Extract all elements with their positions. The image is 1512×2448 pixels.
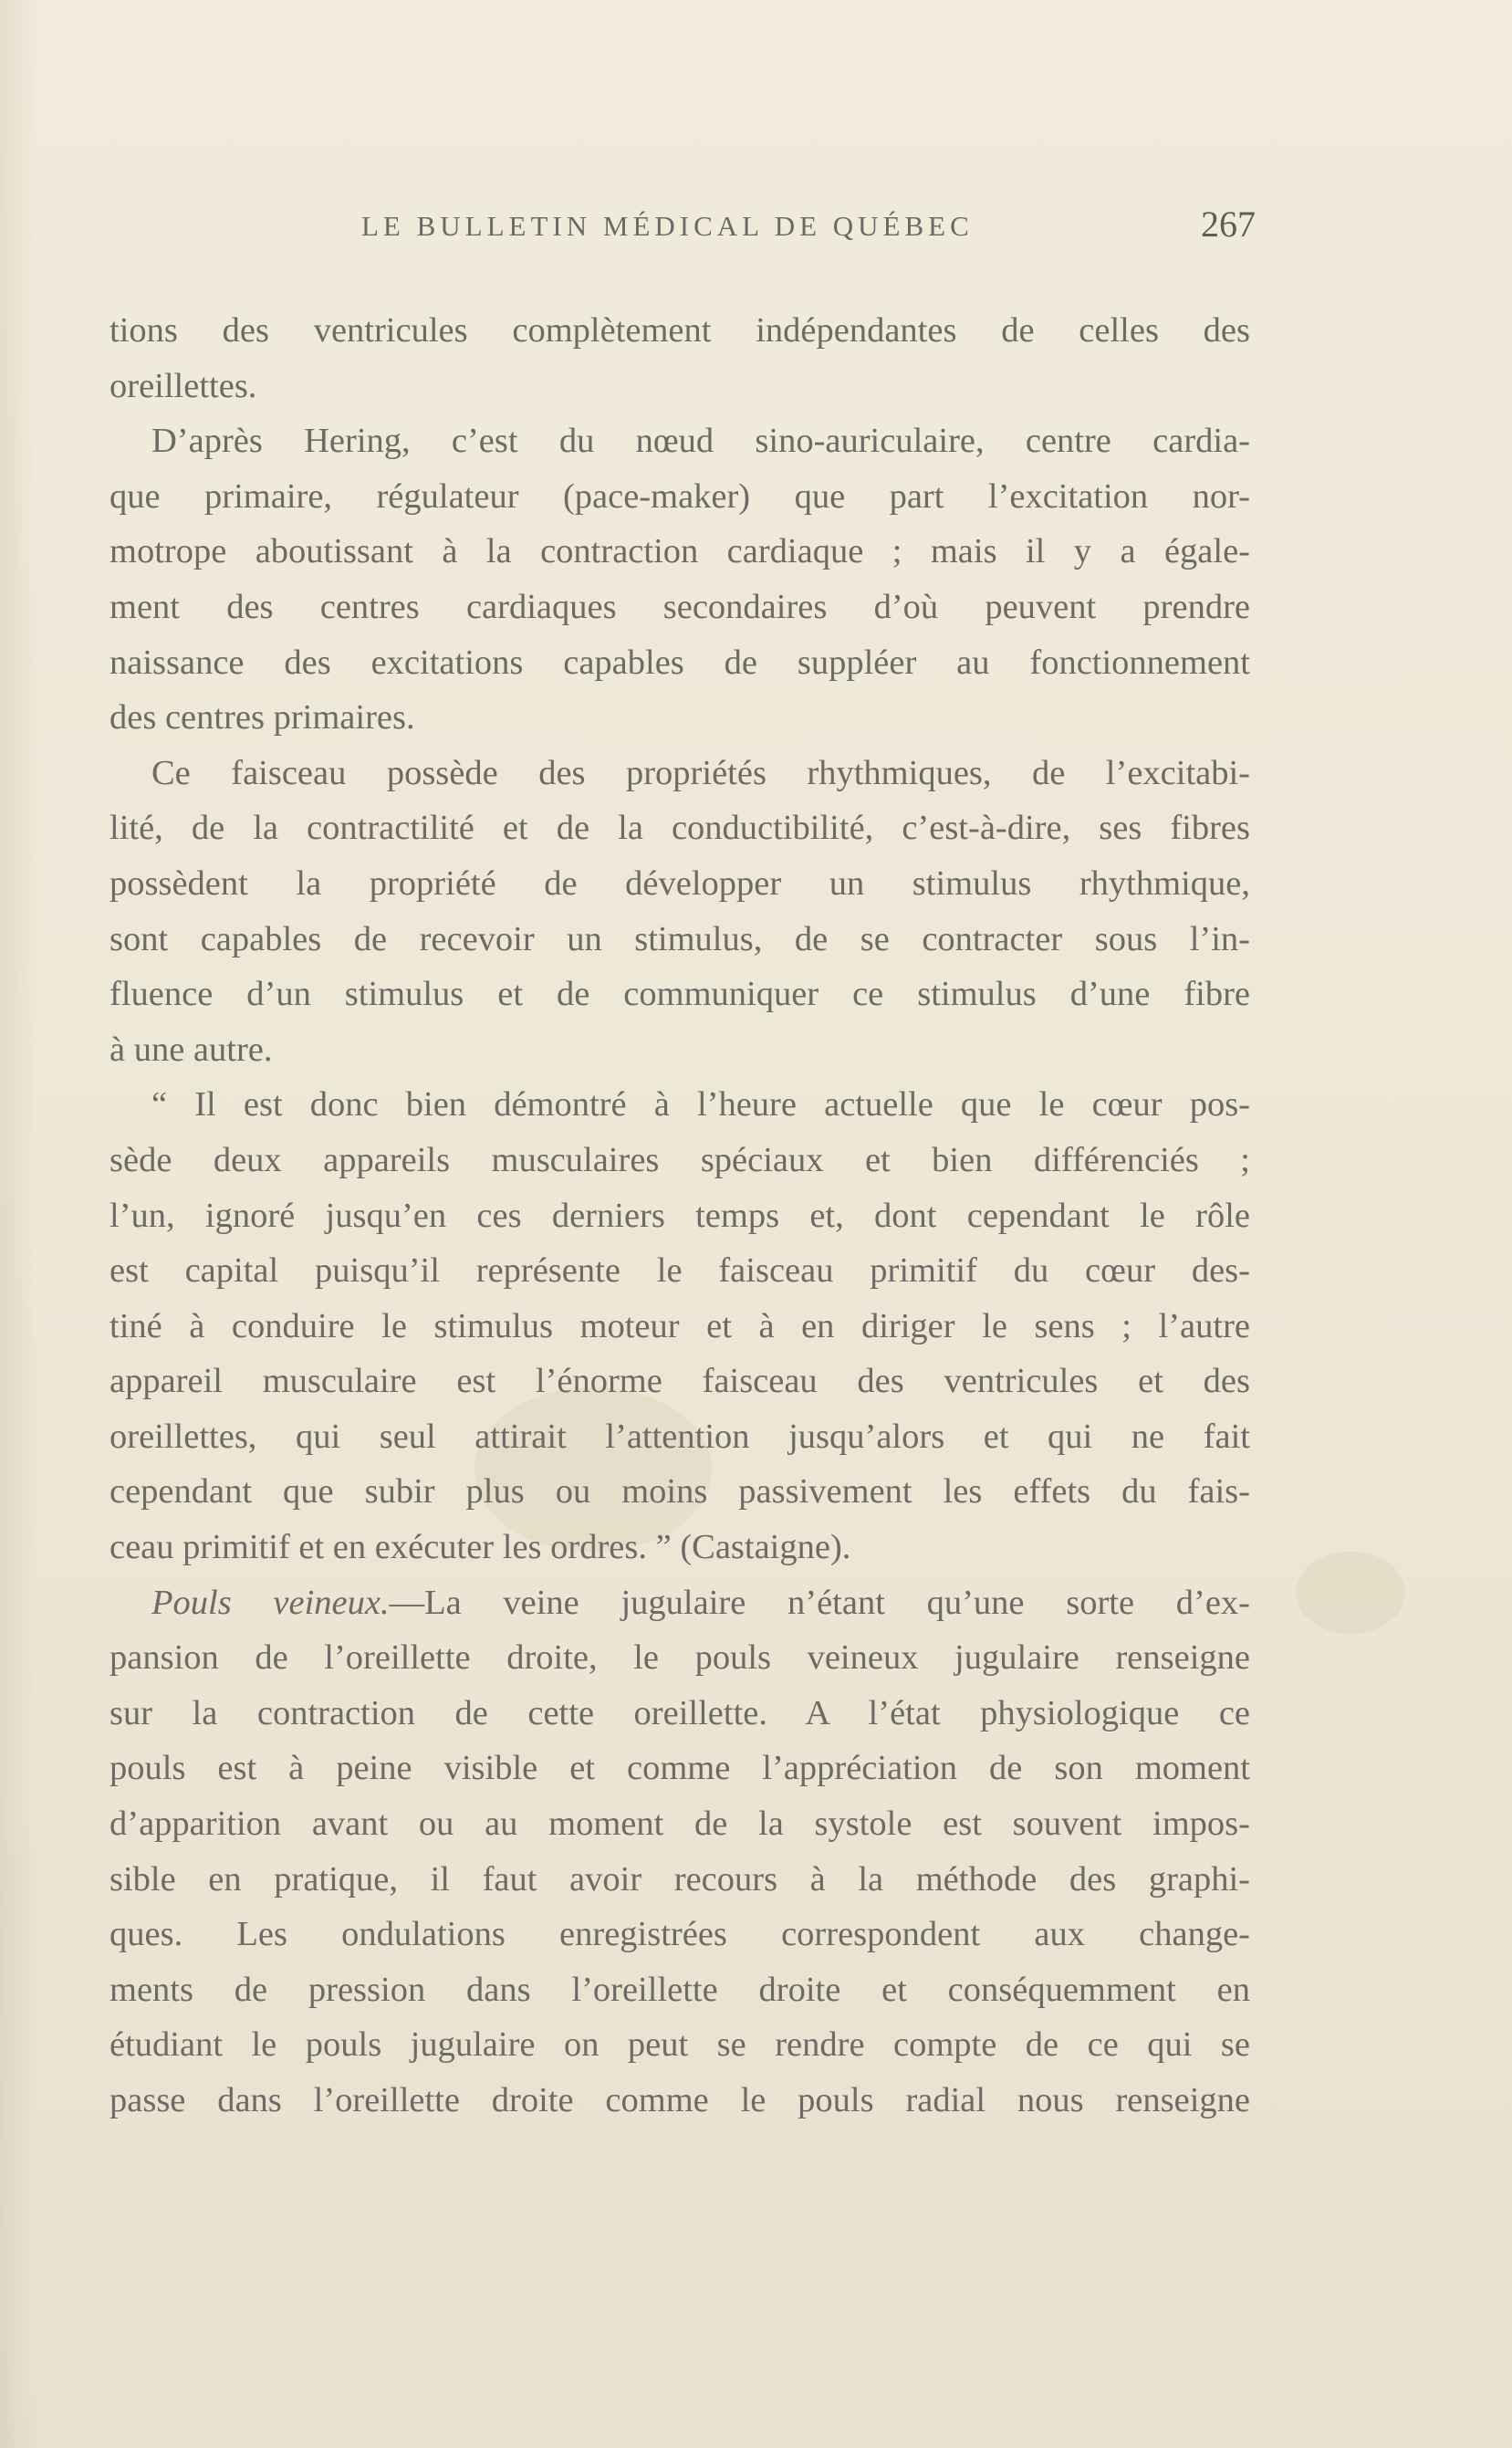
text-line: cependant que subir plus ou moins passivement les effets du fais- [109, 1472, 1250, 1512]
text-line: oreillettes. [109, 366, 257, 405]
text-line: sont capables de recevoir un stimulus, de se contracter sous l’in- [109, 919, 1250, 958]
text-line: sède deux appareils musculaires spéciaux et bien différenciés ; [109, 1140, 1250, 1179]
text-line: sible en pratique, il faut avoir recours à la méthode des graphi- [109, 1859, 1250, 1899]
text-line: est capital puisqu’il représente le faisceau primitif du cœur des- [109, 1251, 1250, 1291]
text-line: Ce faisceau possède des propriétés rhythmiques, de l’excitabi- [151, 753, 1250, 792]
text-line: ments de pression dans l’oreillette droite et conséquemment en [109, 1970, 1250, 2009]
text-line: oreillettes, qui seul attirait l’attention jusqu’alors et qui ne fait [109, 1417, 1250, 1456]
text-line: “ Il est donc bien démontré à l’heure actuelle que le cœur pos- [151, 1085, 1250, 1125]
text-line: ques. Les ondulations enregistrées correspondent aux change- [109, 1915, 1250, 1954]
text-line: ment des centres cardiaques secondaires d’où peuvent prendre [109, 587, 1250, 626]
page-number: 267 [1201, 204, 1256, 245]
running-head [361, 203, 1256, 248]
section-heading: Pouls veineux. [151, 1583, 390, 1622]
text-line: tions des ventricules complètement indépendantes de celles des [109, 311, 1250, 350]
text-line: que primaire, régulateur (pace-maker) que part l’excitation nor- [109, 476, 1250, 516]
body-text [109, 303, 1250, 2129]
text-line: ceau primitif et en exécuter les ordres. ” (Castaigne). [109, 1528, 851, 1567]
text-line: passe dans l’oreillette droite comme le pouls radial nous renseigne [109, 2081, 1250, 2119]
text-line: possèdent la propriété de développer un stimulus rhythmique, [109, 863, 1250, 903]
text-line: sur la contraction de cette oreillette. A l’état physiologique ce [109, 1693, 1250, 1732]
text-line: étudiant le pouls jugulaire on peut se rendre compte de ce qui se [109, 2025, 1250, 2065]
text-line-rest: —La veine jugulaire n’étant qu’une sorte d’ex- [389, 1583, 1250, 1622]
text-line: pansion de l’oreillette droite, le pouls veineux jugulaire renseigne [109, 1638, 1250, 1678]
text-line: fluence d’un stimulus et de communiquer ce stimulus d’une fibre [109, 975, 1250, 1014]
text-line: pouls est à peine visible et comme l’appréciation de son moment [109, 1749, 1250, 1788]
text-line: lité, de la contractilité et de la conductibilité, c’est-à-dire, ses fibres [109, 809, 1250, 848]
text-line: naissance des excitations capables de suppléer au fonctionnement [109, 643, 1250, 682]
text-line: D’après Hering, c’est du nœud sino-auriculaire, centre cardia- [151, 422, 1250, 461]
text-line: appareil musculaire est l’énorme faisceau des ventricules et des [109, 1362, 1250, 1401]
text-line-with-heading [109, 1575, 1250, 1631]
running-title: LE BULLETIN MÉDICAL DE QUÉBEC [361, 210, 974, 242]
text-line: tiné à conduire le stimulus moteur et à en diriger le sens ; l’autre [109, 1306, 1250, 1345]
paper-stain [1296, 1552, 1405, 1634]
text-line: des centres primaires. [109, 698, 415, 738]
text-line: à une autre. [109, 1030, 273, 1069]
text-line: d’apparition avant ou au moment de la systole est souvent impos- [109, 1805, 1250, 1844]
text-line: motrope aboutissant à la contraction cardiaque ; mais il y a égale- [109, 532, 1250, 571]
text-line: l’un, ignoré jusqu’en ces derniers temps et, dont cependant le rôle [109, 1196, 1250, 1235]
